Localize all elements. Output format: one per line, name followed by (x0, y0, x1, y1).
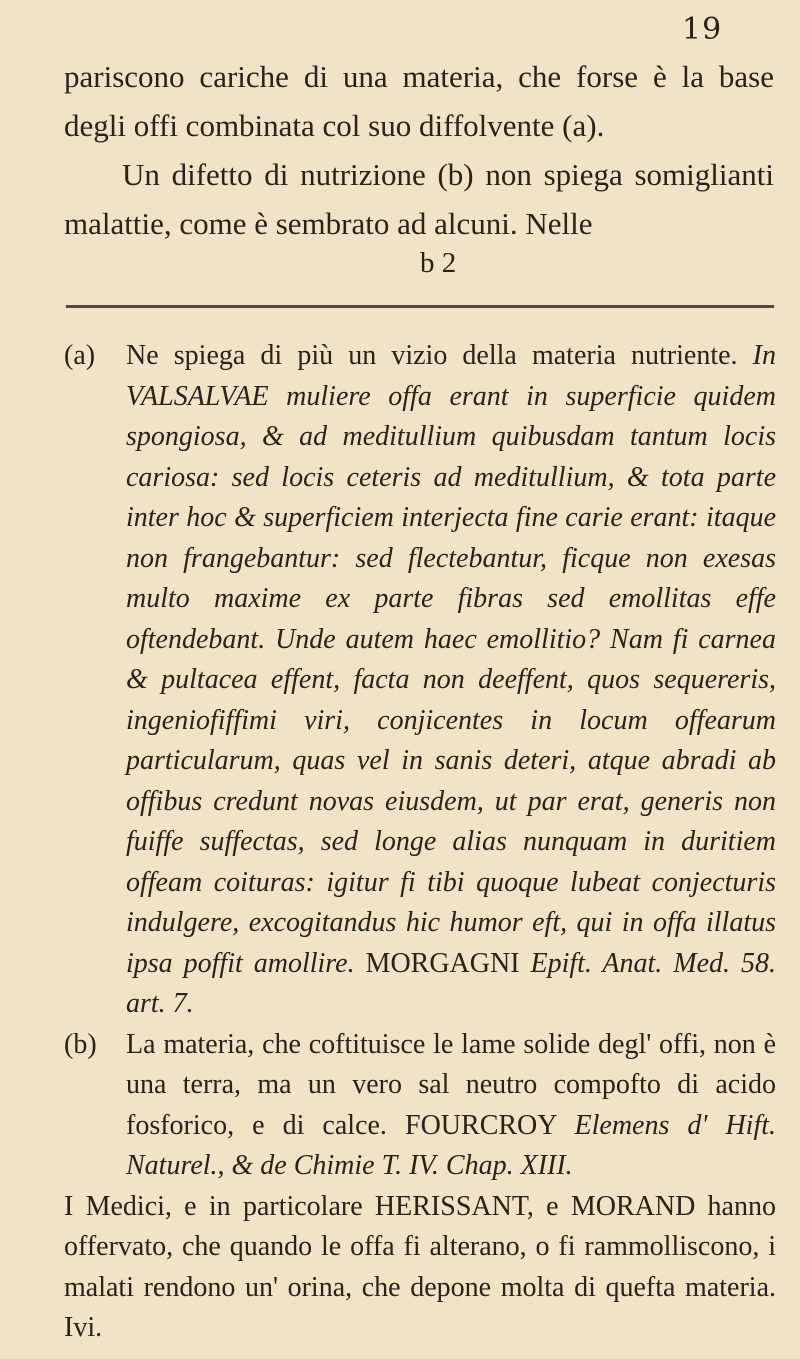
main-text (64, 52, 774, 248)
page-number: 19 (682, 12, 723, 47)
main-paragraph-2: Un difetto di nutrizione (b) non spiega somiglianti malattie, come è sembrato ad alcuni. Nelle (64, 157, 774, 241)
footnote-b-text (126, 1025, 776, 1187)
footnote-b (64, 1025, 776, 1187)
footnote-b-body: La materia, che coftituisce le lame solide degl' offi, non è una terra, ma un vero sal neutro compofto di acido fosforico, e di calce. (126, 1028, 776, 1141)
footnote-a (64, 336, 776, 1025)
footnote-a-text (126, 336, 776, 1025)
footnote-b-reference: Elemens d' Hift. Naturel., & de Chimie T. IV. Chap. XIII. (126, 1109, 777, 1181)
main-paragraph-1: pariscono cariche di una materia, che forse è la base degli offi combinata col suo diffolvente (a). (64, 59, 774, 143)
footnote-a-latin-quote: In VALSALVAE muliere offa erant in superficie quidem spongiosa, & ad meditullium quibusdam tantum locis cariosa: sed locis ceteris ad meditullium, & tota parte inter hoc & superficiem interjecta fine carie erant: itaque non frangebantur: sed flectebantur, ficque non exesas multo maxime ex parte fibras sed emollitas effe oftendebant. Unde autem haec emollitio? Nam fi carnea & pultacea effent, facta non deeffent, quos sequereris, ingeniofiffimi viri, conjicentes in locum offearum particularum, quas vel in sanis deteri, atque abradi ab offibus credunt novas eiusdem, ut par erat, generis non fuiffe suffectas, sed longe alias nunquam in duritiem offeam coituras: igitur fi tibi quoque lubeat conjecturis indulgere, excogitandus hic humor eft, qui in offa illatus ipsa poffit amollire. (126, 340, 776, 979)
footnote-a-reference: Epift. Anat. Med. 58. art. 7. (126, 947, 776, 1019)
footnote-b-author: FOURCROY (405, 1109, 557, 1141)
footnote-marker-a: (a) (64, 340, 96, 371)
footnote-rule (66, 305, 774, 308)
footnote-a-intro: Ne spiega di più un vizio della materia nutriente. (126, 340, 738, 371)
footnote-closing-text: I Medici, e in particolare HERISSANT, e MORAND hanno offervato, che quando le offa fi alterano, o fi rammolliscono, i malati rendono un' orina, che depone molta di quefta materia. Ivi. (64, 1190, 776, 1343)
footnote-closing (64, 1187, 776, 1349)
footnotes (64, 336, 776, 1349)
footnote-a-author: MORGAGNI (365, 947, 520, 979)
catchword: b 2 (420, 247, 457, 279)
footnote-marker-b: (b) (64, 1028, 97, 1060)
